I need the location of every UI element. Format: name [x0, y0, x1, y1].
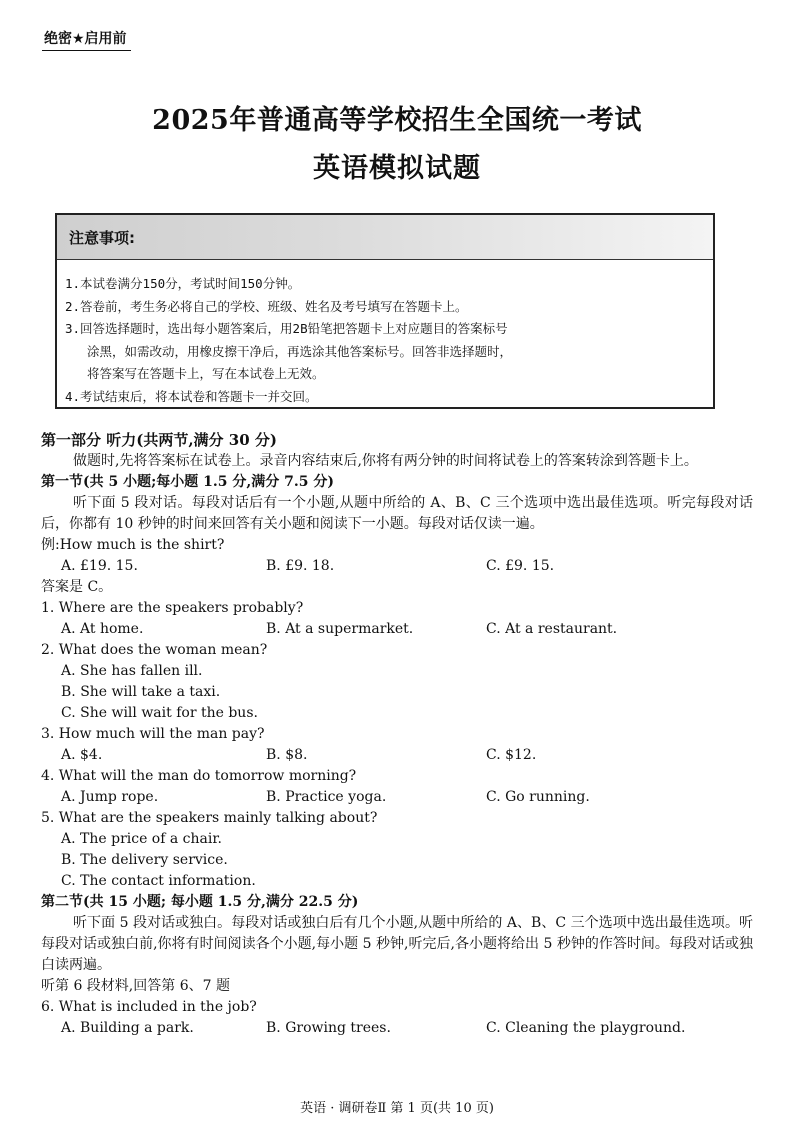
- option-c: C. Cleaning the playground.: [486, 1020, 686, 1036]
- material-6-instruction: 听第 6 段材料,回答第 6、7 题: [41, 978, 230, 994]
- option-a: A. The price of a chair.: [61, 831, 222, 847]
- option-c: C. The contact information.: [61, 873, 256, 889]
- option-a: A. £19. 15.: [61, 558, 138, 574]
- question-1-options: [41, 619, 753, 640]
- question-5: 5. What are the speakers mainly talking about?: [41, 810, 378, 826]
- option-a: A. She has fallen ill.: [61, 663, 203, 679]
- section1-heading: 第一节(共 5 小题;每小题 1.5 分,满分 7.5 分): [41, 474, 334, 490]
- notice-item-3: 3.回答选择题时，选出每小题答案后，用2B铅笔把答题卡上对应题目的答案标号: [65, 321, 508, 336]
- example-options: [41, 556, 753, 577]
- question-6-options: [41, 1018, 753, 1039]
- option-b: B. Growing trees.: [266, 1020, 391, 1036]
- option-b: B. $8.: [266, 747, 308, 763]
- exam-title: 2025年普通高等学校招生全国统一考试: [152, 105, 642, 136]
- question-1: 1. Where are the speakers probably?: [41, 600, 304, 616]
- question-3-options: [41, 745, 753, 766]
- option-a: A. Jump rope.: [61, 789, 159, 805]
- option-c: C. £9. 15.: [486, 558, 555, 574]
- confidential-label: 绝密★启用前: [42, 28, 131, 51]
- question-3: 3. How much will the man pay?: [41, 726, 265, 742]
- section1-intro: 听下面 5 段对话。每段对话后有一个小题,从题中所给的 A、B、C 三个选项中选出最佳选项。听完每段对话后，你都有 10 秒钟的时间来回答有关小题和阅读下一小题。每段对话仅读一遍。: [41, 495, 753, 532]
- example-answer: 答案是 C。: [41, 579, 113, 595]
- option-b: B. £9. 18.: [266, 558, 335, 574]
- option-a: A. Building a park.: [61, 1020, 194, 1036]
- section2-intro: 听下面 5 段对话或独白。每段对话或独白后有几个小题,从题中所给的 A、B、C 三个选项中选出最佳选项。听每段对话或独白前,你将有时间阅读各个小题,每小题 5 秒钟,听完后,各小题将给出 5 秒钟的作答时间。每段对话或独白读两遍。: [41, 915, 753, 973]
- page-footer: 英语 · 调研卷Ⅱ 第 1 页(共 10 页): [300, 1101, 494, 1116]
- notice-item-2: 2.答卷前，考生务必将自己的学校、班级、姓名及考号填写在答题卡上。: [65, 298, 468, 314]
- notice-item-3-cont: 将答案写在答题卡上，写在本试卷上无效。: [87, 366, 325, 381]
- option-b: B. At a supermarket.: [266, 621, 414, 637]
- section2-heading: 第二节(共 15 小题; 每小题 1.5 分,满分 22.5 分): [41, 894, 359, 910]
- question-6: 6. What is included in the job?: [41, 999, 257, 1015]
- listening-part: [41, 430, 753, 1039]
- example-question: 例:How much is the shirt?: [41, 537, 225, 553]
- option-a: A. At home.: [61, 621, 144, 637]
- part-heading: 第一部分 听力(共两节,满分 30 分): [41, 431, 277, 449]
- option-a: A. $4.: [61, 747, 103, 763]
- part-intro: 做题时,先将答案标在试卷上。录音内容结束后,你将有两分钟的时间将试卷上的答案转涂到答题卡上。: [73, 453, 698, 469]
- option-b: B. The delivery service.: [61, 852, 228, 868]
- option-c: C. Go running.: [486, 789, 590, 805]
- option-c: C. At a restaurant.: [486, 621, 618, 637]
- notice-item-1: 1.本试卷满分150分，考试时间150分钟。: [65, 276, 301, 291]
- notice-box: [55, 213, 715, 409]
- option-b: B. She will take a taxi.: [61, 684, 221, 700]
- notice-item-4: 4.考试结束后，将本试卷和答题卡一并交回。: [65, 388, 318, 404]
- exam-subtitle: 英语模拟试题: [313, 153, 481, 184]
- option-b: B. Practice yoga.: [266, 789, 387, 805]
- question-4: 4. What will the man do tomorrow morning?: [41, 768, 357, 784]
- notice-header: [57, 215, 713, 260]
- option-c: C. $12.: [486, 747, 537, 763]
- question-4-options: [41, 787, 753, 808]
- question-2: 2. What does the woman mean?: [41, 642, 268, 658]
- notice-title: 注意事项:: [69, 229, 135, 247]
- notice-list: [65, 273, 705, 408]
- option-c: C. She will wait for the bus.: [61, 705, 258, 721]
- notice-item-3-cont: 涂黑，如需改动，用橡皮擦干净后，再选涂其他答案标号。回答非选择题时，: [87, 343, 513, 359]
